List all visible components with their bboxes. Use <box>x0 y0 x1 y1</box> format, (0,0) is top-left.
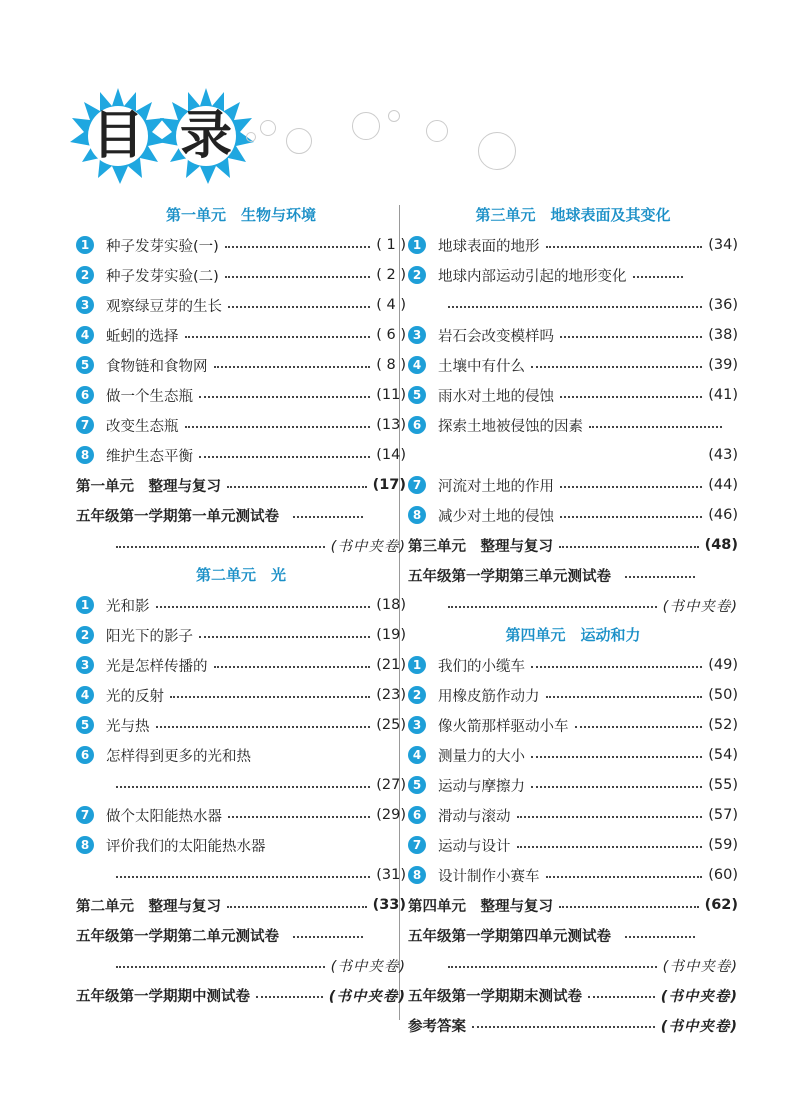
number-badge: 7 <box>408 836 426 854</box>
decor-bubble <box>478 132 516 170</box>
number-badge: 5 <box>408 386 426 404</box>
number-badge: 8 <box>76 446 94 464</box>
page-number: (41) <box>708 387 738 403</box>
number-badge: 1 <box>76 596 94 614</box>
page-number: (48) <box>704 537 738 553</box>
entry-title: 土壤中有什么 <box>438 358 525 375</box>
dot-leader <box>546 876 703 878</box>
entry-title: 我们的小缆车 <box>438 658 525 675</box>
entry-title: 食物链和食物网 <box>106 358 208 375</box>
entry-title: 光是怎样传播的 <box>106 658 208 675</box>
number-badge: 5 <box>76 716 94 734</box>
unit-heading: 第二单元 光 <box>195 566 286 584</box>
toc-entry-review[interactable] <box>408 530 738 560</box>
decor-bubble <box>260 120 276 136</box>
toc-right-column <box>408 200 738 1040</box>
entry-title: 用橡皮筋作动力 <box>438 688 540 705</box>
toc-entry[interactable] <box>76 320 406 350</box>
entry-title: 探索土地被侵蚀的因素 <box>438 418 583 435</box>
page-number: (书中夹卷) <box>662 598 738 615</box>
page-number: (55) <box>708 777 738 793</box>
toc-entry[interactable] <box>76 350 406 380</box>
dot-leader <box>225 276 370 278</box>
toc-entry[interactable] <box>76 830 406 860</box>
dot-leader <box>199 396 370 398</box>
dot-leader <box>228 306 370 308</box>
toc-entry-continuation <box>408 950 738 980</box>
number-badge: 6 <box>76 386 94 404</box>
entry-title: 观察绿豆芽的生长 <box>106 298 222 315</box>
page-number: (49) <box>708 657 738 673</box>
entry-title: 蚯蚓的选择 <box>106 328 179 345</box>
toc-entry[interactable] <box>76 230 406 260</box>
number-badge: 6 <box>76 746 94 764</box>
toc-entry[interactable] <box>76 800 406 830</box>
unit-heading: 第四单元 运动和力 <box>505 626 641 644</box>
number-badge: 8 <box>408 506 426 524</box>
toc-entry-test[interactable] <box>76 500 406 530</box>
page-number: (60) <box>708 867 738 883</box>
page-number: ( 1 ) <box>376 237 406 253</box>
toc-entry[interactable] <box>76 410 406 440</box>
page-number: (36) <box>708 297 738 313</box>
dot-leader <box>546 696 703 698</box>
entry-title: 光和影 <box>106 598 150 615</box>
dot-leader <box>225 246 370 248</box>
entry-title: 光的反射 <box>106 688 164 705</box>
dot-leader <box>256 996 323 998</box>
page-number: (书中夹卷) <box>328 988 406 1005</box>
decor-bubble <box>246 132 256 142</box>
dot-leader <box>214 666 371 668</box>
dot-leader <box>625 576 695 578</box>
dot-leader <box>293 516 363 518</box>
number-badge: 2 <box>408 266 426 284</box>
toc-entry[interactable] <box>76 440 406 470</box>
decor-bubble <box>286 128 312 154</box>
page-number: (62) <box>704 897 738 913</box>
entry-title: 第四单元 整理与复习 <box>408 898 553 915</box>
page-number: (14) <box>376 447 406 463</box>
dot-leader <box>517 816 703 818</box>
toc-entry-review[interactable] <box>76 890 406 920</box>
page-number: (39) <box>708 357 738 373</box>
dot-leader <box>227 906 367 908</box>
dot-leader <box>293 936 363 938</box>
entry-title: 第一单元 整理与复习 <box>76 478 221 495</box>
page-number: ( 6 ) <box>376 327 406 343</box>
entry-title: 种子发芽实验(二) <box>106 268 219 285</box>
number-badge: 4 <box>76 686 94 704</box>
dot-leader <box>560 336 702 338</box>
toc-entry[interactable] <box>408 740 738 770</box>
entry-title: 评价我们的太阳能热水器 <box>106 838 266 855</box>
dot-leader <box>170 696 370 698</box>
page-number: ( 4 ) <box>376 297 406 313</box>
dot-leader <box>531 786 702 788</box>
page-number: (27) <box>376 777 406 793</box>
number-badge: 8 <box>408 866 426 884</box>
dot-leader <box>546 246 703 248</box>
toc-entry-review[interactable] <box>408 890 738 920</box>
number-badge: 2 <box>76 626 94 644</box>
toc-entry-review[interactable] <box>76 470 406 500</box>
entry-title: 设计制作小赛车 <box>438 868 540 885</box>
toc-entry[interactable] <box>76 680 406 710</box>
dot-leader <box>156 606 371 608</box>
toc-entry[interactable] <box>408 470 738 500</box>
dot-leader <box>531 666 702 668</box>
page-number: (19) <box>376 627 406 643</box>
dot-leader <box>116 786 370 788</box>
unit-heading: 第三单元 地球表面及其变化 <box>475 206 671 224</box>
dot-leader <box>199 636 370 638</box>
toc-entry[interactable] <box>76 710 406 740</box>
dot-leader <box>589 426 722 428</box>
title-badge-lu <box>158 88 254 184</box>
toc-entry-answers[interactable] <box>408 1010 738 1040</box>
page-number: (23) <box>376 687 406 703</box>
toc-entry[interactable] <box>408 800 738 830</box>
entry-title: 五年级第一学期第二单元测试卷 <box>76 928 279 945</box>
page-number: (31) <box>376 867 406 883</box>
dot-leader <box>559 906 699 908</box>
number-badge: 1 <box>408 656 426 674</box>
number-badge: 1 <box>408 236 426 254</box>
toc-entry-midterm[interactable] <box>76 980 406 1010</box>
decor-bubble <box>426 120 448 142</box>
number-badge: 7 <box>76 806 94 824</box>
entry-title: 运动与摩擦力 <box>438 778 525 795</box>
dot-leader <box>559 546 699 548</box>
number-badge: 3 <box>76 296 94 314</box>
dot-leader <box>560 486 702 488</box>
entry-title: 参考答案 <box>408 1018 466 1035</box>
title-char-1: 目 <box>91 106 144 166</box>
dot-leader <box>116 966 325 968</box>
toc-entry-continuation <box>408 590 738 620</box>
toc-entry[interactable] <box>408 320 738 350</box>
toc-entry[interactable] <box>76 740 406 770</box>
page-number: (38) <box>708 327 738 343</box>
title-char-2: 录 <box>179 106 232 166</box>
entry-title: 测量力的大小 <box>438 748 525 765</box>
page-number: (44) <box>708 477 738 493</box>
entry-title: 河流对土地的作用 <box>438 478 554 495</box>
number-badge: 7 <box>408 476 426 494</box>
page-number: (书中夹卷) <box>660 988 738 1005</box>
entry-title: 五年级第一学期第三单元测试卷 <box>408 568 611 585</box>
dot-leader <box>588 996 655 998</box>
dot-leader <box>156 726 371 728</box>
number-badge: 8 <box>76 836 94 854</box>
dot-leader <box>517 846 703 848</box>
page-number: (书中夹卷) <box>660 1018 738 1035</box>
toc-entry[interactable] <box>76 380 406 410</box>
dot-leader <box>448 966 657 968</box>
dot-leader <box>214 366 371 368</box>
entry-title: 五年级第一学期第一单元测试卷 <box>76 508 279 525</box>
dot-leader <box>531 366 702 368</box>
toc-entry-continuation <box>76 770 406 800</box>
dot-leader <box>531 756 702 758</box>
number-badge: 4 <box>408 356 426 374</box>
toc-header <box>70 88 530 188</box>
toc-entry[interactable] <box>76 650 406 680</box>
page-number: (21) <box>376 657 406 673</box>
number-badge: 4 <box>408 746 426 764</box>
number-badge: 4 <box>76 326 94 344</box>
toc-entry[interactable] <box>408 500 738 530</box>
toc-entry[interactable] <box>408 710 738 740</box>
number-badge: 2 <box>76 266 94 284</box>
page-number: (18) <box>376 597 406 613</box>
toc-entry[interactable] <box>408 650 738 680</box>
dot-leader <box>472 1026 655 1028</box>
page-number: (34) <box>708 237 738 253</box>
title-badge-mu <box>70 88 166 184</box>
entry-title: 种子发芽实验(一) <box>106 238 219 255</box>
toc-entry[interactable] <box>408 410 738 440</box>
toc-entry[interactable] <box>408 350 738 380</box>
number-badge: 3 <box>408 326 426 344</box>
number-badge: 6 <box>408 416 426 434</box>
unit-heading: 第一单元 生物与环境 <box>165 206 316 224</box>
page-number: (54) <box>708 747 738 763</box>
page-number: (书中夹卷) <box>330 958 406 975</box>
dot-leader <box>199 456 370 458</box>
dot-leader <box>560 396 702 398</box>
entry-title: 做一个生态瓶 <box>106 388 193 405</box>
number-badge: 3 <box>76 656 94 674</box>
entry-title: 雨水对土地的侵蚀 <box>438 388 554 405</box>
toc-entry[interactable] <box>408 380 738 410</box>
toc-left-column <box>76 200 406 1010</box>
dot-leader <box>116 546 325 548</box>
toc-entry-test[interactable] <box>76 920 406 950</box>
entry-title: 地球表面的地形 <box>438 238 540 255</box>
entry-title: 地球内部运动引起的地形变化 <box>438 268 627 285</box>
toc-entry-continuation <box>408 440 738 470</box>
number-badge: 2 <box>408 686 426 704</box>
entry-title: 五年级第一学期期中测试卷 <box>76 988 250 1005</box>
dot-leader <box>625 936 695 938</box>
entry-title: 滑动与滚动 <box>438 808 511 825</box>
dot-leader <box>116 876 370 878</box>
dot-leader <box>448 306 702 308</box>
page-number: (57) <box>708 807 738 823</box>
entry-title: 第二单元 整理与复习 <box>76 898 221 915</box>
toc-entry[interactable] <box>408 830 738 860</box>
toc-entry-continuation <box>408 290 738 320</box>
entry-title: 阳光下的影子 <box>106 628 193 645</box>
dot-leader <box>633 276 683 278</box>
page-number: (52) <box>708 717 738 733</box>
toc-entry-test[interactable] <box>408 920 738 950</box>
dot-leader <box>228 816 370 818</box>
toc-entry-continuation <box>76 860 406 890</box>
entry-title: 像火箭那样驱动小车 <box>438 718 569 735</box>
page-number: (11) <box>376 387 406 403</box>
entry-title: 做个太阳能热水器 <box>106 808 222 825</box>
dot-leader <box>185 426 371 428</box>
page-number: (50) <box>708 687 738 703</box>
dot-leader <box>575 726 703 728</box>
number-badge: 7 <box>76 416 94 434</box>
dot-leader <box>227 486 367 488</box>
page-number: ( 8 ) <box>376 357 406 373</box>
dot-leader <box>560 516 702 518</box>
toc-entry[interactable] <box>76 290 406 320</box>
entry-title: 改变生态瓶 <box>106 418 179 435</box>
entry-title: 岩石会改变模样吗 <box>438 328 554 345</box>
toc-entry[interactable] <box>76 620 406 650</box>
decor-bubble <box>388 110 400 122</box>
toc-entry[interactable] <box>76 260 406 290</box>
page-number: (书中夹卷) <box>662 958 738 975</box>
entry-title: 怎样得到更多的光和热 <box>106 748 251 765</box>
toc-entry[interactable] <box>408 770 738 800</box>
number-badge: 6 <box>408 806 426 824</box>
entry-title: 减少对土地的侵蚀 <box>438 508 554 525</box>
entry-title: 五年级第一学期第四单元测试卷 <box>408 928 611 945</box>
toc-entry[interactable] <box>76 590 406 620</box>
page-number: (书中夹卷) <box>330 538 406 555</box>
toc-entry[interactable] <box>408 860 738 890</box>
toc-entry-continuation <box>76 530 406 560</box>
page-number: (17) <box>372 477 406 493</box>
page-number: (25) <box>376 717 406 733</box>
page-number: ( 2 ) <box>376 267 406 283</box>
entry-title: 五年级第一学期期末测试卷 <box>408 988 582 1005</box>
entry-title: 第三单元 整理与复习 <box>408 538 553 555</box>
number-badge: 5 <box>408 776 426 794</box>
page-number: (33) <box>372 897 406 913</box>
page-number: (46) <box>708 507 738 523</box>
toc-entry[interactable] <box>408 680 738 710</box>
toc-entry-test[interactable] <box>408 560 738 590</box>
entry-title: 运动与设计 <box>438 838 511 855</box>
page-number: (29) <box>376 807 406 823</box>
entry-title: 维护生态平衡 <box>106 448 193 465</box>
dot-leader <box>185 336 371 338</box>
toc-entry[interactable] <box>408 260 738 290</box>
page-number: (43) <box>708 447 738 463</box>
page-number: (59) <box>708 837 738 853</box>
number-badge: 3 <box>408 716 426 734</box>
toc-entry-continuation <box>76 950 406 980</box>
decor-bubble <box>352 112 380 140</box>
number-badge: 5 <box>76 356 94 374</box>
number-badge: 1 <box>76 236 94 254</box>
toc-entry-final[interactable] <box>408 980 738 1010</box>
page-number: (13) <box>376 417 406 433</box>
toc-entry[interactable] <box>408 230 738 260</box>
entry-title: 光与热 <box>106 718 150 735</box>
dot-leader <box>448 606 657 608</box>
